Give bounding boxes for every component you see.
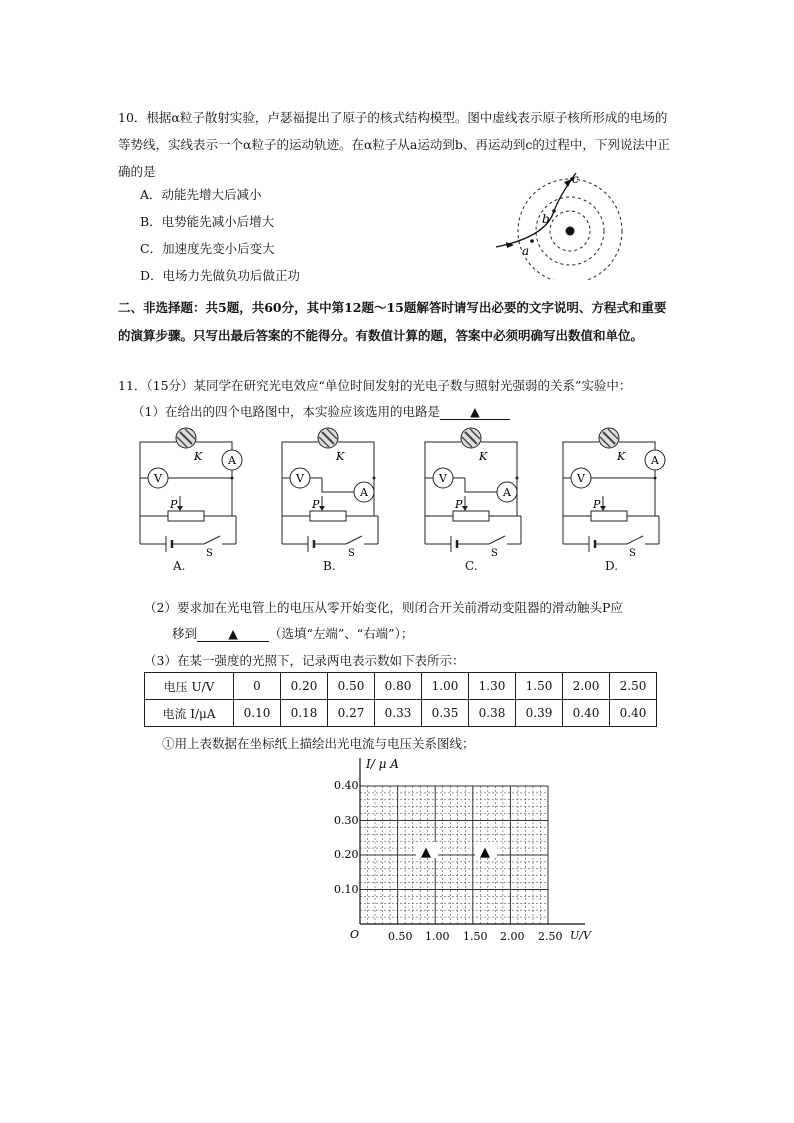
answer-blank-1[interactable]: ▲ xyxy=(440,404,510,420)
label-k: K xyxy=(194,450,203,463)
phototube-icon xyxy=(461,428,481,448)
ammeter-icon-label: A xyxy=(360,486,368,499)
label-s: S xyxy=(348,548,355,559)
grid xyxy=(360,786,548,924)
table-cell: 1.50 xyxy=(516,673,563,700)
option-a: A．动能先增大后减小 xyxy=(140,187,262,202)
voltmeter-icon-label: V xyxy=(154,472,162,485)
data-table xyxy=(144,672,657,727)
section-2-heading: 二、非选择题：共5题，共60分，其中第12题～15题解答时请写出必要的文字说明、方程式和重要的演算步骤。只写出最后答案的不能得分。有数值计算的题，答案中必须明确写出数值和单位。 xyxy=(118,300,667,343)
x-tick-label: 1.00 xyxy=(425,930,450,943)
q11-part2-line2 xyxy=(172,624,413,642)
option-b: B．电势能先减小后增大 xyxy=(140,214,275,229)
alpha-trajectory xyxy=(496,173,576,247)
table-cell: 1.30 xyxy=(469,673,516,700)
table-cell: 0.18 xyxy=(281,700,328,727)
label-p: P xyxy=(455,498,463,511)
q11-part2-suffix: （选填“左端”、“右端”）； xyxy=(269,626,414,641)
phototube-icon xyxy=(176,428,196,448)
x-tick-label: 2.00 xyxy=(500,930,525,943)
table-cell: 1.00 xyxy=(422,673,469,700)
table-cell: 0.39 xyxy=(516,700,563,727)
circuit-a xyxy=(140,428,242,559)
circuit-diagrams xyxy=(128,420,668,560)
ammeter-icon-label: A xyxy=(228,454,236,467)
phototube-icon xyxy=(599,428,619,448)
switch-icon xyxy=(489,536,505,544)
q11-part2-prefix: 移到 xyxy=(172,626,198,641)
graph-paper xyxy=(330,752,600,952)
x-tick-label: 2.50 xyxy=(538,930,563,943)
ammeter-icon-label: A xyxy=(651,454,659,467)
circuit-label-b: B. xyxy=(323,559,336,573)
rheostat-icon xyxy=(168,511,204,521)
slider-arrow-icon xyxy=(462,506,468,511)
answer-blank-mark: ▲ xyxy=(480,845,490,860)
q11-part1 xyxy=(132,402,510,420)
q11-part3: （3）在某一强度的光照下，记录两电表示数如下表所示： xyxy=(144,653,465,668)
switch-icon xyxy=(204,536,220,544)
y-axis-label: I/ μ A xyxy=(366,757,399,771)
question-11-stem: 11．（15分）某同学在研究光电效应“单位时间发射的光电子数与照射光强弱的关系”实验中： xyxy=(118,378,632,393)
circuit-b xyxy=(282,428,378,559)
table-cell: 0.10 xyxy=(234,700,281,727)
label-s: S xyxy=(491,548,498,559)
y-tick-label: 0.20 xyxy=(334,848,359,861)
switch-icon xyxy=(346,536,362,544)
slider-arrow-icon xyxy=(319,506,325,511)
x-tick-label: 0.50 xyxy=(388,930,413,943)
table-cell: 0.33 xyxy=(375,700,422,727)
answer-blank-2[interactable]: ▲ xyxy=(197,626,269,642)
table-cell: 2.00 xyxy=(563,673,610,700)
label-p: P xyxy=(170,498,178,511)
phototube-icon xyxy=(318,428,338,448)
q11-sub1: ①用上表数据在坐标纸上描绘出光电流与电压关系图线； xyxy=(162,736,475,751)
rheostat-icon xyxy=(310,511,346,521)
option-c: C．加速度先变小后变大 xyxy=(140,241,275,256)
table-cell: 0.27 xyxy=(328,700,375,727)
rheostat-icon xyxy=(453,511,489,521)
point-a xyxy=(530,239,534,243)
table-cell: 0.40 xyxy=(610,700,657,727)
table-cell: 0.20 xyxy=(281,673,328,700)
label-p: P xyxy=(593,498,601,511)
label-c: c xyxy=(572,172,579,186)
circuit-label-a: A. xyxy=(173,559,186,573)
voltmeter-icon-label: V xyxy=(577,472,585,485)
label-p: P xyxy=(312,498,320,511)
option-d: D．电场力先做负功后做正功 xyxy=(140,268,301,283)
voltmeter-icon-label: V xyxy=(296,472,304,485)
x-axis-label: U/V xyxy=(570,929,591,942)
table-cell: 0.40 xyxy=(563,700,610,727)
label-k: K xyxy=(336,450,345,463)
table-cell: 0.38 xyxy=(469,700,516,727)
table-cell: 0 xyxy=(234,673,281,700)
answer-blank-mark: ▲ xyxy=(421,845,431,860)
table-header-voltage: 电压 U/V xyxy=(145,673,234,700)
y-tick-label: 0.40 xyxy=(334,779,359,792)
question-10-stem: 根据α粒子散射实验，卢瑟福提出了原子的核式结构模型。图中虚线表示原子核所形成的电场的等势线，实线表示一个α粒子的运动轨迹。在α粒子从a运动到b、再运动到c的过程中，下列说法中正确的是 xyxy=(118,110,670,179)
question-10-number: 10． xyxy=(118,110,147,125)
label-s: S xyxy=(206,548,213,559)
nucleus-dot xyxy=(566,227,575,236)
alpha-scattering-figure xyxy=(488,165,658,280)
table-header-current: 电流 I/μA xyxy=(145,700,234,727)
voltmeter-icon-label: V xyxy=(439,472,447,485)
table-cell: 0.35 xyxy=(422,700,469,727)
table-cell: 0.50 xyxy=(328,673,375,700)
rheostat-icon xyxy=(591,511,627,521)
circuit-c xyxy=(425,428,521,559)
table-cell: 0.80 xyxy=(375,673,422,700)
circuit-label-c: C. xyxy=(465,559,478,573)
switch-icon xyxy=(627,536,643,544)
table-cell: 2.50 xyxy=(610,673,657,700)
label-a: a xyxy=(522,244,530,258)
slider-arrow-icon xyxy=(600,506,606,511)
label-s: S xyxy=(629,548,636,559)
origin-label: O xyxy=(350,928,360,941)
label-k: K xyxy=(479,450,488,463)
y-tick-label: 0.30 xyxy=(334,814,359,827)
x-tick-label: 1.50 xyxy=(463,930,488,943)
table-row-current xyxy=(145,700,657,727)
table-row-voltage xyxy=(145,673,657,700)
point-b xyxy=(552,209,556,213)
circuit-d xyxy=(563,428,665,559)
ammeter-icon-label: A xyxy=(503,486,511,499)
label-k: K xyxy=(617,450,626,463)
q11-part2-line1: （2）要求加在光电管上的电压从零开始变化，则闭合开关前滑动变阻器的滑动触头P应 xyxy=(144,600,623,615)
y-tick-label: 0.10 xyxy=(334,883,359,896)
q11-part1-text: （1）在给出的四个电路图中，本实验应该选用的电路是 xyxy=(132,404,440,419)
circuit-label-d: D. xyxy=(605,559,619,573)
slider-arrow-icon xyxy=(177,506,183,511)
label-b: b xyxy=(542,212,550,226)
